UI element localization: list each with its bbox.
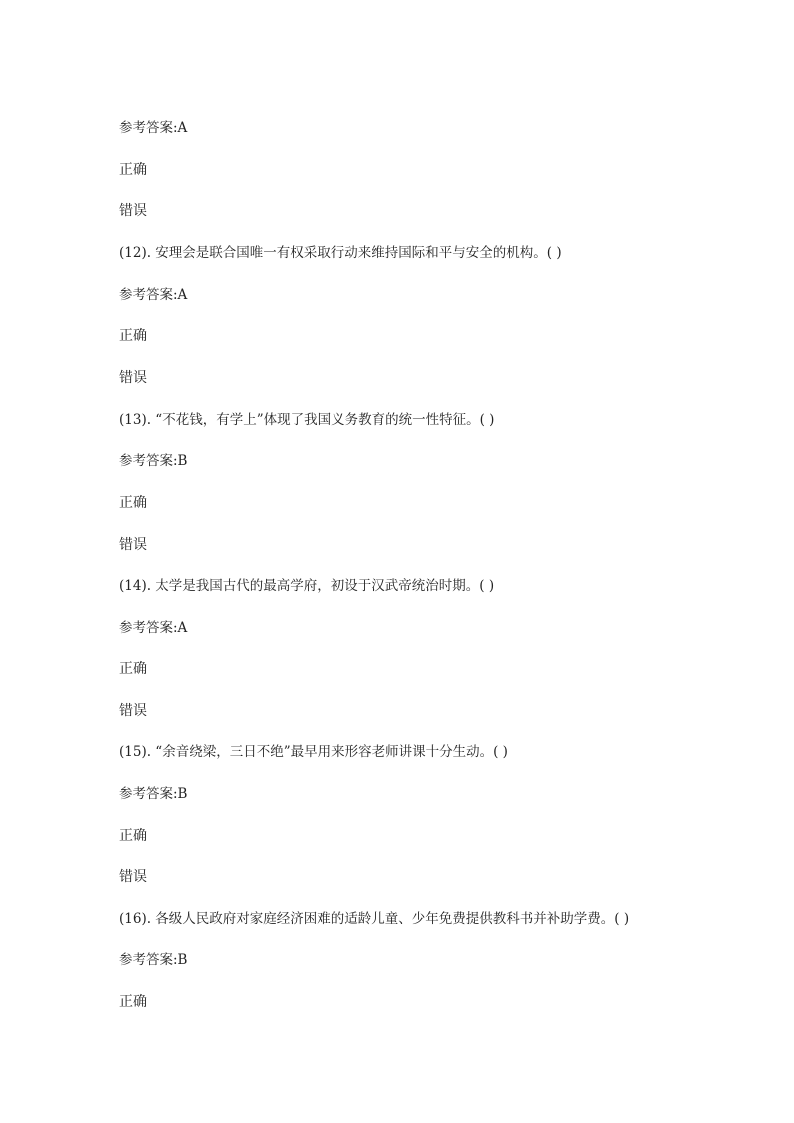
option-false: 错误: [119, 869, 147, 885]
question-16: (16). 各级人民政府对家庭经济困难的适龄儿童、少年免费提供教科书并补助学费。( ): [119, 911, 630, 927]
option-false: 错误: [119, 203, 147, 219]
option-true: 正确: [119, 661, 147, 677]
answer-key-line: 参考答案:A: [119, 287, 188, 303]
option-false: 错误: [119, 537, 147, 553]
question-13: (13). “不花钱，有学上”体现了我国义务教育的统一性特征。( ): [119, 412, 495, 428]
option-false: 错误: [119, 370, 147, 386]
question-15: (15). “余音绕梁，三日不绝”最早用来形容老师讲课十分生动。( ): [119, 744, 508, 760]
answer-key-line: 参考答案:B: [119, 952, 188, 968]
answer-key-line: 参考答案:A: [119, 120, 188, 136]
option-true: 正确: [119, 994, 147, 1010]
option-true: 正确: [119, 162, 147, 178]
answer-key-line: 参考答案:B: [119, 786, 188, 802]
question-12: (12). 安理会是联合国唯一有权采取行动来维持国际和平与安全的机构。( ): [119, 245, 562, 261]
option-true: 正确: [119, 495, 147, 511]
answer-key-line: 参考答案:A: [119, 620, 188, 636]
answer-key-line: 参考答案:B: [119, 453, 188, 469]
option-true: 正确: [119, 828, 147, 844]
option-true: 正确: [119, 328, 147, 344]
option-false: 错误: [119, 703, 147, 719]
question-14: (14). 太学是我国古代的最高学府，初设于汉武帝统治时期。( ): [119, 578, 495, 594]
